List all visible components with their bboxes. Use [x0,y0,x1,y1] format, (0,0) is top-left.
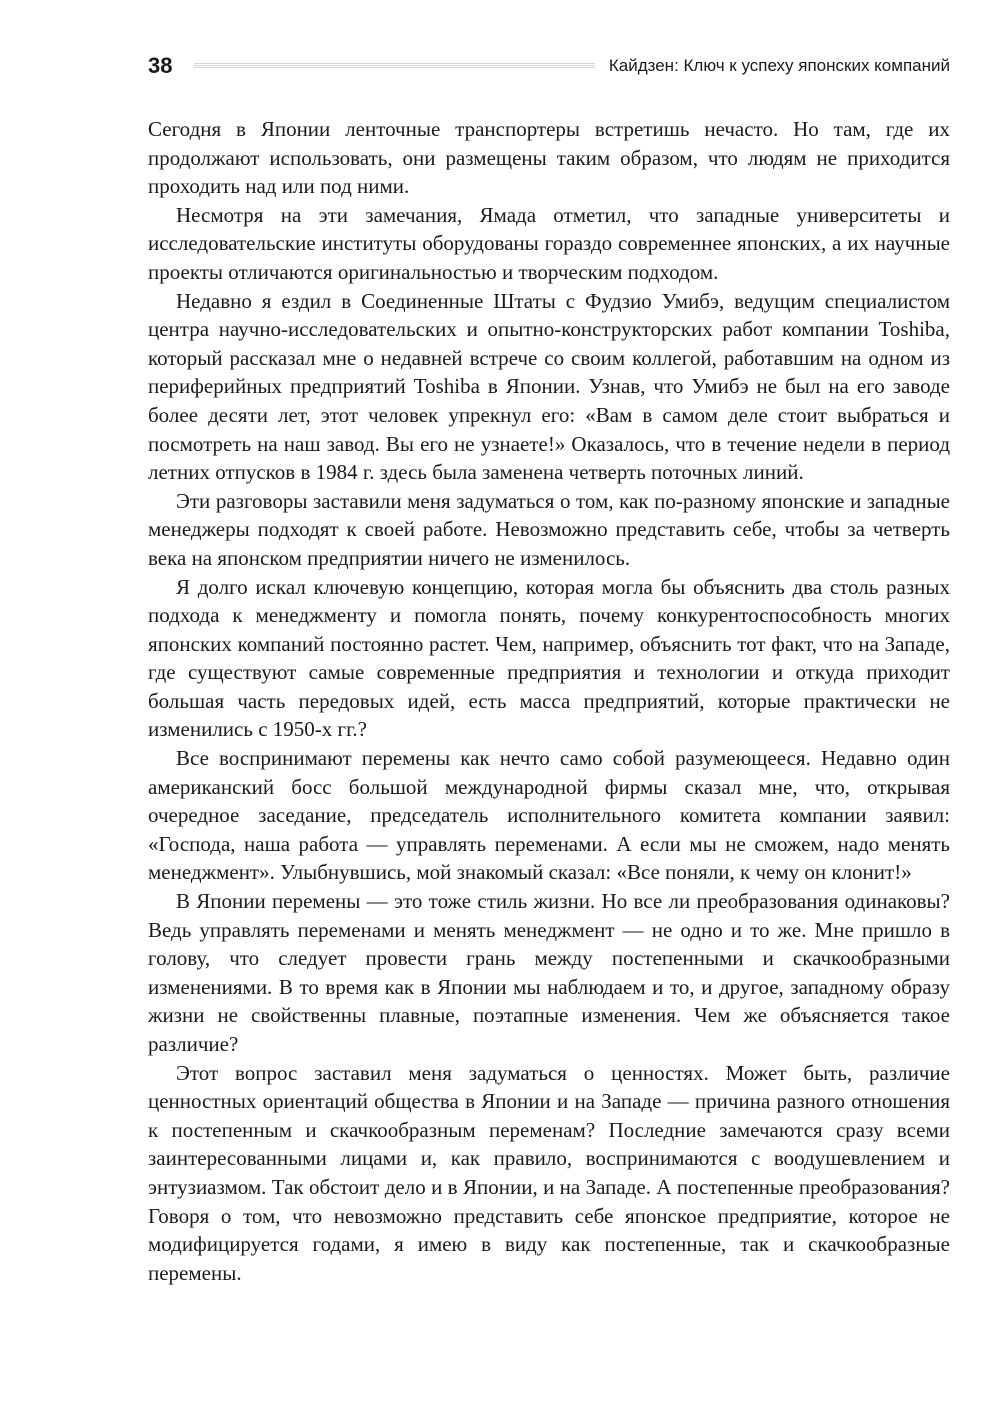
page-header [148,50,950,82]
paragraph: В Японии перемены — это тоже стиль жизни. Но все ли преобразования одинаковы? Ведь управлять переменами и менять менеджмент — не одно и то же. Мне пришло в голову, что следует провести грань между постепенными и скачкообразными изменениями. В то время как в Японии мы наблюдаем и то, и другое, западному образу жизни не свойственны плавные, поэтапные изменения. Чем же объясняется такое различие? [148,889,950,1056]
body-text [148,115,950,1287]
paragraph: Недавно я ездил в Соединенные Штаты с Фудзио Умибэ, ведущим специалистом центра научно-исследовательских и опытно-конструкторских работ компании Toshiba, который рассказал мне о недавней встрече со своим коллегой, работавшим на одном из периферийных предприятий Toshiba в Японии. Узнав, что Умибэ не был на его заводе более десяти лет, этот человек упрекнул его: «Вам в самом деле стоит выбраться и посмотреть на наш завод. Вы его не узнаете!» Оказалось, что в течение недели в период летних отпусков в 1984 г. здесь была заменена четверть поточных линий. [148,288,950,485]
running-title: Кайдзен: Ключ к успеху японских компаний [608,56,950,75]
paragraph: Все воспринимают перемены как нечто само собой разумеющееся. Недавно один американский босс большой международной фирмы сказал мне, что, открывая очередное заседание, председатель исполнительного комитета компании заявил: «Господа, наша работа — управлять переменами. А если мы не сможем, надо менять менеджмент». Улыбнувшись, мой знакомый сказал: «Все поняли, к чему он клонит!» [148,746,950,885]
paragraph: Несмотря на эти замечания, Ямада отметил, что западные университеты и исследовательские институты оборудованы гораздо современнее японских, а их научные проекты отличаются оригинальностью и творческим подходом. [148,202,950,284]
header-rule [194,63,594,69]
paragraph: Сегодня в Японии ленточные транспортеры встретишь нечасто. Но там, где их продолжают использовать, они размещены таким образом, что людям не приходится проходить над или под ними. [148,117,950,199]
paragraph: Этот вопрос заставил меня задуматься о ценностях. Может быть, различие ценностных ориентаций общества в Японии и на Западе — причина разного отношения к постепенным и скачкообразным переменам? Последние замечаются сразу всеми заинтересованными лицами и, как правило, воспринимаются с воодушевлением и энтузиазмом. Так обстоит дело и в Японии, и на Западе. А постепенные преобразования? Говоря о том, что невозможно представить себе японское предприятие, которое не модифицируется годами, я имею в виду как постепенные, так и скачкообразные перемены. [148,1060,950,1285]
page-number: 38 [148,53,173,78]
paragraph: Я долго искал ключевую концепцию, которая могла бы объяснить два столь разных подхода к менеджменту и помогла понять, почему конкурентоспособность многих японских компаний постоянно растет. Чем, например, объяснить тот факт, что на Западе, где существуют самые современные предприятия и технологии и откуда приходит большая часть передовых идей, есть масса предприятий, которые практически не изменились с 1950-х гг.? [148,574,950,742]
paragraph: Эти разговоры заставили меня задуматься о том, как по-разному японские и западные менеджеры подходят к своей работе. Невозможно представить себе, чтобы за четверть века на японском предприятии ничего не изменилось. [148,488,950,570]
